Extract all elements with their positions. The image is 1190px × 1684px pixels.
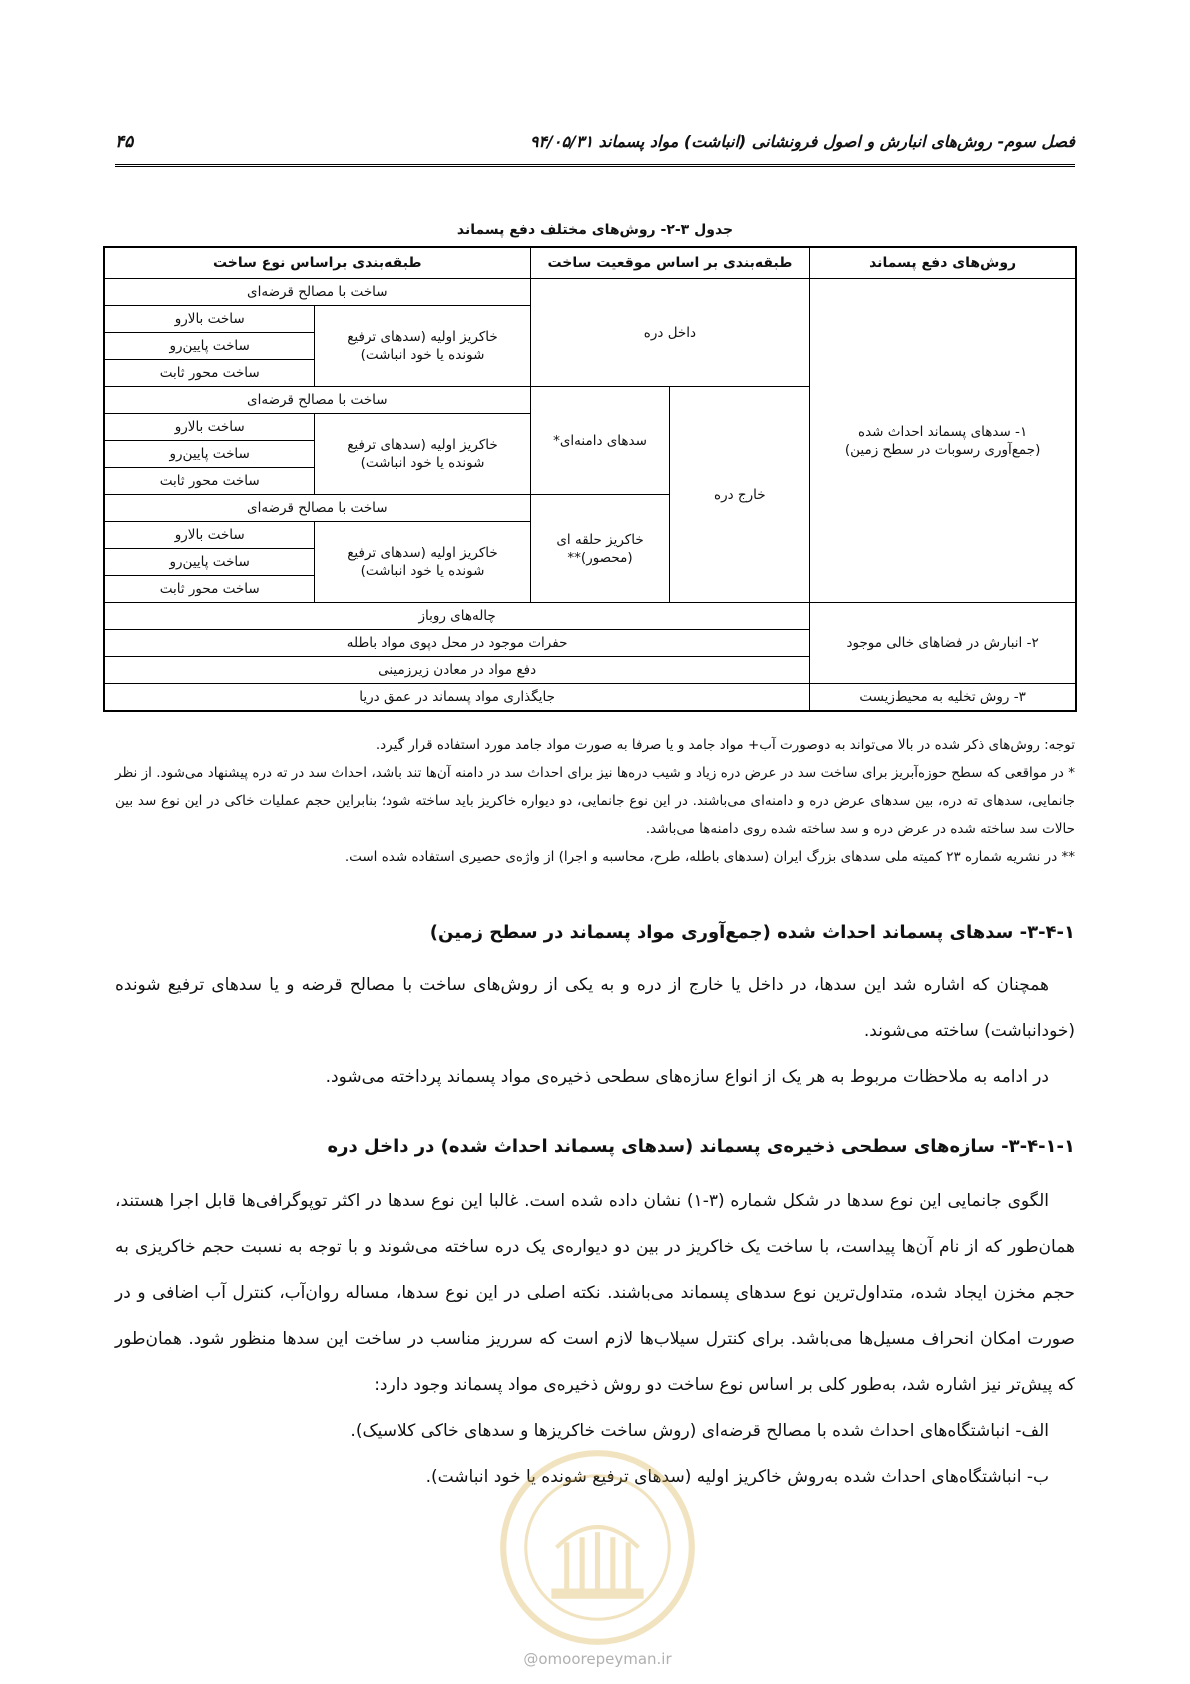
construction-cell: ساخت محور ثابت: [104, 360, 315, 387]
header-cell: طبقه‌بندی براساس نوع ساخت: [104, 247, 530, 279]
header-cell: روش‌های دفع پسماند: [810, 247, 1076, 279]
cell-line: خاکریز اولیه (سدهای ترفیع: [347, 545, 498, 561]
construction-cell: [315, 306, 530, 387]
construction-cell: ساخت پایین‌رو: [104, 333, 315, 360]
section-body: [115, 962, 1075, 1100]
waste-disposal-table: [103, 246, 1077, 712]
chapter-title: فصل سوم- روش‌های انبارش و اصول فرونشانی (انباشت) مواد پسماند ۹۴/۰۵/۳۱: [529, 132, 1075, 151]
construction-cell: چاله‌های روباز: [104, 603, 810, 630]
method-cell: ۲- انبارش در فضاهای خالی موجود: [810, 603, 1076, 684]
watermark-url: @omoorepeyman.ir: [523, 1650, 672, 1668]
table-row: [104, 603, 1076, 630]
construction-cell: ساخت محور ثابت: [104, 576, 315, 603]
location-cell: [530, 495, 670, 603]
section-heading: ۳-۴-۱- سدهای پسماند احداث شده (جمع‌آوری مواد پسماند در سطح زمین): [429, 922, 1075, 943]
construction-cell: [315, 414, 530, 495]
cell-line: خاکریز حلقه ای: [556, 531, 644, 548]
location-cell: سدهای دامنه‌ای*: [530, 387, 670, 495]
section-heading: ۳-۴-۱-۱- سازه‌های سطحی ذخیره‌ی پسماند (سدهای پسماند احداث شده) در داخل دره: [327, 1136, 1075, 1157]
header-cell: طبقه‌بندی بر اساس موقعیت ساخت: [530, 247, 810, 279]
construction-cell: ساخت پایین‌رو: [104, 441, 315, 468]
table-row: [104, 684, 1076, 712]
watermark-logo-icon: [495, 1445, 700, 1650]
cell-line: شونده یا خود انباشت): [360, 347, 485, 363]
construction-cell: ساخت پایین‌رو: [104, 549, 315, 576]
cell-line: شونده یا خود انباشت): [360, 455, 485, 471]
cell-line: شونده یا خود انباشت): [360, 563, 485, 579]
cell-line: خاکریز اولیه (سدهای ترفیع: [347, 329, 498, 345]
page-header: [115, 130, 1075, 160]
cell-line: (محصور)**: [567, 549, 633, 566]
page-number: ۴۵: [115, 132, 134, 152]
method-cell: ۳- روش تخلیه به محیط‌زیست: [810, 684, 1076, 712]
paragraph: الگوی جانمایی این نوع سدها در شکل شماره (۳-۱) نشان داده شده است. غالبا این نوع سدها در اکثر توپوگرافی‌ها قابل اجرا هستند، همان‌طور که از نام آن‌ها پیداست، با ساخت یک خاکریز در بین دو دیواره‌ی یک دره ساخته می‌شوند و با توجه به نسبت حجم خاکریزی به حجم مخزن ایجاد شده، متداول‌ترین نوع سدهای پسماند می‌باشند. نکته اصلی در این نوع سدها، مساله روان‌آب، کنترل آب اضافی و در صورت امکان انحراف مسیل‌ها می‌باشد. برای کنترل سیلاب‌ها لازم است که سرریز مناسب در ساخت این سدها منظور شود. همان‌طور که پیش‌تر نیز اشاره شد، به‌طور کلی بر اساس نوع ساخت دو روش ذخیره‌ی مواد پسماند وجود دارد:: [115, 1191, 1075, 1395]
location-cell: داخل دره: [530, 279, 810, 387]
method-cell: [810, 279, 1076, 603]
paragraph: همچنان که اشاره شد این سدها، در داخل یا خارج از دره و به یکی از روش‌های ساخت با مصالح قرضه و یا سدهای ترفیع شونده (خودانباشت) ساخته می‌شوند.: [115, 975, 1075, 1041]
construction-cell: ساخت بالارو: [104, 414, 315, 441]
construction-cell: [315, 522, 530, 603]
note: توجه: روش‌های ذکر شده در بالا می‌تواند به دوصورت آب+ مواد جامد و یا صرفا به صورت مواد جامد مورد استفاده قرار گیرد.: [375, 737, 1075, 753]
location-cell: خارج دره: [670, 387, 810, 603]
method-label: (جمع‌آوری رسوبات در سطح زمین): [844, 441, 1041, 458]
construction-cell: ساخت با مصالح قرضه‌ای: [104, 495, 530, 522]
method-label: ۱- سدهای پسماند احداث شده: [858, 423, 1028, 440]
table-header-row: [104, 247, 1076, 279]
construction-cell: ساخت بالارو: [104, 522, 315, 549]
note: ** در نشریه شماره ۲۳ کمیته ملی سدهای بزرگ ایران (سدهای باطله، طرح، محاسبه و اجرا) از واژه‌ی حصیری استفاده شده است.: [344, 849, 1075, 865]
construction-cell: ساخت با مصالح قرضه‌ای: [104, 387, 530, 414]
table-row: [104, 279, 1076, 306]
cell-line: خاکریز اولیه (سدهای ترفیع: [347, 437, 498, 453]
list-item: الف- انباشتگاه‌های احداث شده با مصالح قرضه‌ای (روش ساخت خاکریزها و سدهای خاکی کلاسیک).: [350, 1421, 1049, 1441]
construction-cell: ساخت بالارو: [104, 306, 315, 333]
construction-cell: جایگذاری مواد پسماند در عمق دریا: [104, 684, 810, 712]
table-notes: [115, 731, 1075, 871]
paragraph: در ادامه به ملاحظات مربوط به هر یک از انواع سازه‌های سطحی ذخیره‌ی مواد پسماند پرداخته می‌شود.: [325, 1067, 1049, 1087]
construction-cell: دفع مواد در معادن زیرزمینی: [104, 657, 810, 684]
construction-cell: ساخت محور ثابت: [104, 468, 315, 495]
note: * در مواقعی که سطح حوزه‌آبریز برای ساخت سد در عرض دره زیاد و شیب دره‌ها نیز برای احداث سد در دامنه آن‌ها تند باشد، احداث سد در ته دره پیشنهاد می‌شود. از نظر جانمایی، سدهای ته دره، بین سدهای عرض دره و دامنه‌ای می‌باشند. در این نوع جانمایی، دو دیواره خاکریز باید ساخته شود؛ بنابراین حجم عملیات خاکی در این نوع سد بین حالات سد ساخته شده در عرض دره و سد ساخته شده روی دامنه‌ها می‌باشد.: [115, 765, 1075, 837]
list-item: ب- انباشتگاه‌های احداث شده به‌روش خاکریز اولیه (سدهای ترفیع شونده یا خود انباشت).: [425, 1467, 1049, 1487]
construction-cell: ساخت با مصالح قرضه‌ای: [104, 279, 530, 306]
table-caption: جدول ۳-۲- روش‌های مختلف دفع پسماند: [456, 222, 734, 238]
header-divider: [115, 164, 1075, 169]
construction-cell: حفرات موجود در محل دپوی مواد باطله: [104, 630, 810, 657]
